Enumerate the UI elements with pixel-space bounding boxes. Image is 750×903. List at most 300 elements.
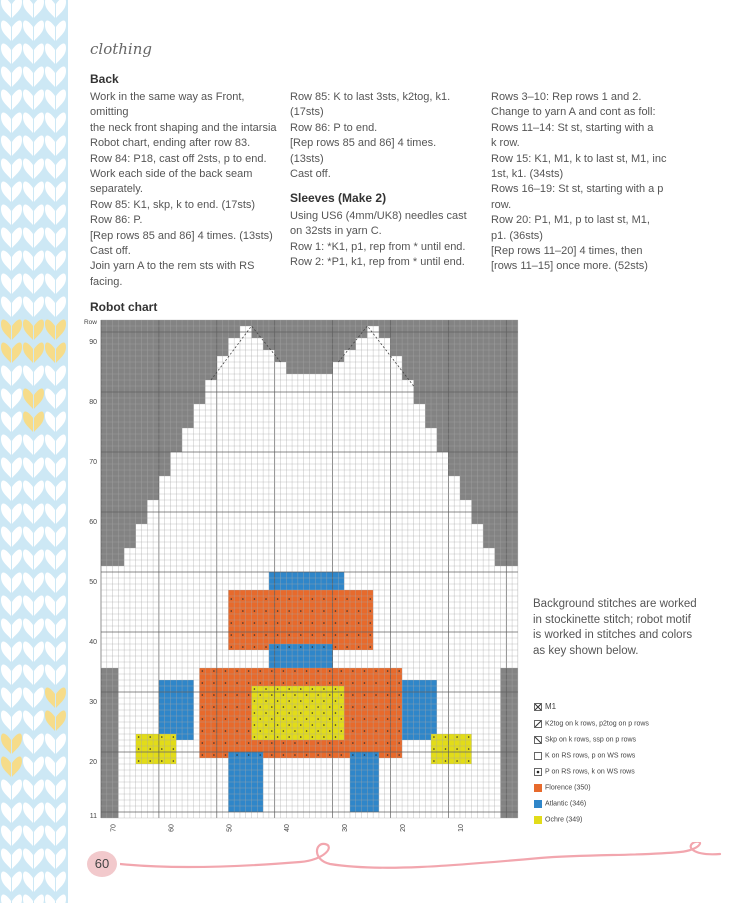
purl-dot xyxy=(202,670,204,672)
purl-dot xyxy=(358,622,360,624)
purl-dot xyxy=(277,688,279,690)
purl-dot xyxy=(254,598,256,600)
purl-dot xyxy=(254,688,256,690)
purl-dot xyxy=(375,718,377,720)
row-tick-label: 30 xyxy=(89,699,97,706)
purl-dot xyxy=(369,622,371,624)
purl-dot xyxy=(317,754,319,756)
purl-dot xyxy=(335,712,337,714)
purl-dot xyxy=(346,634,348,636)
page-number: 60 xyxy=(94,856,110,871)
purl-dot xyxy=(300,610,302,612)
legend-item-florence xyxy=(534,784,591,794)
purl-dot xyxy=(265,646,267,648)
column-tick-label: 60 xyxy=(168,824,176,832)
robot-right-hand xyxy=(431,734,472,764)
purl-dot xyxy=(271,754,273,756)
middle-line: (13sts) xyxy=(290,152,324,165)
purl-dot xyxy=(248,694,250,696)
row-tick-label: 70 xyxy=(89,459,97,466)
purl-dot xyxy=(317,670,319,672)
purl-dot xyxy=(387,754,389,756)
purl-dot xyxy=(335,646,337,648)
purl-dot xyxy=(213,694,215,696)
purl-dot xyxy=(265,736,267,738)
purl-dot xyxy=(369,634,371,636)
purl-dot xyxy=(323,634,325,636)
purl-dot xyxy=(213,730,215,732)
purl-dot xyxy=(202,694,204,696)
purl-dot xyxy=(242,646,244,648)
middle-line: Row 86: P to end. xyxy=(290,121,378,134)
purl-dot xyxy=(173,736,175,738)
back-line: Cast off. xyxy=(90,245,131,258)
right-line: 1st, k1. (34sts) xyxy=(491,168,564,181)
purl-dot xyxy=(225,670,227,672)
purl-dot xyxy=(364,730,366,732)
section-tag: clothing xyxy=(90,40,152,58)
purl-dot xyxy=(346,598,348,600)
purl-dot xyxy=(335,598,337,600)
purl-dot xyxy=(271,670,273,672)
purl-dot xyxy=(225,682,227,684)
m1-symbol-icon xyxy=(534,703,542,711)
purl-dot xyxy=(225,718,227,720)
purl-dot xyxy=(288,646,290,648)
legend-item-ochre xyxy=(534,816,582,826)
purl-dot xyxy=(398,730,400,732)
purl-dot xyxy=(312,622,314,624)
purl-dot xyxy=(259,682,261,684)
purl-dot xyxy=(456,760,458,762)
purl-dot xyxy=(364,718,366,720)
purl-dot xyxy=(202,706,204,708)
robot-left-hand xyxy=(136,734,177,764)
purl-dot xyxy=(283,754,285,756)
back-line: Robot chart, ending after row 83. xyxy=(90,137,251,150)
back-line: Work each side of the back seam xyxy=(90,168,253,181)
purl-dot xyxy=(387,742,389,744)
purl-dot xyxy=(271,730,273,732)
right-line: [rows 11–15] once more. (52sts) xyxy=(491,260,648,273)
right-line: Rows 11–14: St st, starting with a xyxy=(491,121,654,134)
column-tick-label: 30 xyxy=(342,824,350,832)
purl-dot xyxy=(242,598,244,600)
purl-dot xyxy=(236,742,238,744)
purl-dot xyxy=(317,730,319,732)
legend-label: Skp on k rows, ssp on p rows xyxy=(545,736,637,744)
purl-dot xyxy=(306,694,308,696)
knit-symbol-icon xyxy=(534,752,542,760)
middle-line: Using US6 (4mm/UK8) needles cast xyxy=(290,209,467,222)
florence-swatch-icon xyxy=(534,784,542,792)
purl-dot xyxy=(323,736,325,738)
purl-dot xyxy=(202,682,204,684)
purl-dot xyxy=(340,718,342,720)
purl-dot xyxy=(288,598,290,600)
purl-dot xyxy=(202,730,204,732)
right-line: Rows 3–10: Rep rows 1 and 2. xyxy=(491,91,642,103)
purl-dot xyxy=(398,682,400,684)
purl-dot xyxy=(358,598,360,600)
back-instructions xyxy=(90,90,285,290)
purl-dot xyxy=(352,718,354,720)
right-line: Change to yarn A and cont as foll: xyxy=(491,106,656,119)
purl-dot xyxy=(283,682,285,684)
purl-dot xyxy=(306,706,308,708)
purl-dot xyxy=(352,730,354,732)
purl-dot xyxy=(398,718,400,720)
purl-dot xyxy=(294,670,296,672)
purl-dot xyxy=(375,754,377,756)
row-tick-label: 20 xyxy=(89,759,97,766)
purl-dot xyxy=(312,688,314,690)
purl-dot xyxy=(312,700,314,702)
right-line: p1. (36sts) xyxy=(491,229,543,242)
purl-dot xyxy=(340,682,342,684)
atlantic-swatch-icon xyxy=(534,800,542,808)
right-line: Rows 16–19: St st, starting with a p xyxy=(491,183,664,196)
purl-dot xyxy=(225,754,227,756)
purl-dot xyxy=(329,730,331,732)
purl-dot xyxy=(271,682,273,684)
purl-dot xyxy=(254,736,256,738)
middle-line: (17sts) xyxy=(290,106,324,119)
purl-dot xyxy=(277,646,279,648)
purl-dot xyxy=(213,754,215,756)
purl-dot xyxy=(306,718,308,720)
back-heading: Back xyxy=(90,72,119,86)
purl-dot xyxy=(346,610,348,612)
purl-dot xyxy=(283,670,285,672)
purl-dot xyxy=(283,742,285,744)
purl-dot xyxy=(173,760,175,762)
purl-dot xyxy=(277,622,279,624)
purl-dot xyxy=(230,598,232,600)
purl-dot xyxy=(213,718,215,720)
purl-dot xyxy=(230,610,232,612)
purl-dot xyxy=(288,622,290,624)
purl-dot xyxy=(323,688,325,690)
back-line: separately. xyxy=(90,183,143,196)
purl-dot xyxy=(364,754,366,756)
purl-dot xyxy=(323,622,325,624)
purl-dot xyxy=(358,610,360,612)
purl-dot xyxy=(149,748,151,750)
row-tick-label: 40 xyxy=(89,639,97,646)
purl-dot xyxy=(335,622,337,624)
purl-dot xyxy=(242,634,244,636)
purl-dot xyxy=(306,730,308,732)
purl-dot xyxy=(312,646,314,648)
purl-dot xyxy=(271,718,273,720)
purl-dot xyxy=(236,706,238,708)
row-tick-label: 50 xyxy=(89,579,97,586)
purl-dot xyxy=(433,760,435,762)
purl-dot xyxy=(283,730,285,732)
purl-dot xyxy=(369,646,371,648)
purl-dot xyxy=(271,706,273,708)
back-line: Row 84: P18, cast off 2sts, p to end. xyxy=(90,152,267,165)
purl-dot xyxy=(265,700,267,702)
purl-dot xyxy=(248,730,250,732)
purl-dot xyxy=(294,682,296,684)
legend-label: Ochre (349) xyxy=(545,816,583,824)
purl-dot xyxy=(306,682,308,684)
purl-dot xyxy=(335,610,337,612)
row-tick-label: 11 xyxy=(89,813,97,820)
purl-dot xyxy=(138,736,140,738)
legend-item-knit xyxy=(534,752,635,762)
purl-dot xyxy=(248,754,250,756)
purl-dot xyxy=(236,754,238,756)
purl-dot xyxy=(225,706,227,708)
purl-dot xyxy=(468,748,470,750)
purl-dot xyxy=(248,706,250,708)
back-line: facing. xyxy=(90,275,123,288)
middle-line: Cast off. xyxy=(290,168,331,181)
purl-dot xyxy=(317,682,319,684)
purl-dot xyxy=(271,742,273,744)
purl-dot xyxy=(254,712,256,714)
purl-dot xyxy=(340,694,342,696)
right-line: k row. xyxy=(491,137,520,150)
purl-dot xyxy=(335,688,337,690)
purl-dot xyxy=(317,718,319,720)
purl-dot xyxy=(456,736,458,738)
purl-dot xyxy=(323,712,325,714)
purl-dot xyxy=(364,682,366,684)
purl-dot xyxy=(254,700,256,702)
purl-dot xyxy=(306,754,308,756)
legend-label: K on RS rows, p on WS rows xyxy=(545,752,636,760)
middle-line: Row 85: K to last 3sts, k2tog, k1. xyxy=(290,91,451,103)
purl-dot xyxy=(236,718,238,720)
purl-dot xyxy=(329,742,331,744)
purl-dot xyxy=(364,742,366,744)
purl-dot xyxy=(161,760,163,762)
purl-dot xyxy=(329,682,331,684)
purl-dot xyxy=(317,694,319,696)
purl-dot xyxy=(213,706,215,708)
purl-dot xyxy=(323,610,325,612)
right-line: row. xyxy=(491,198,512,211)
purl-dot xyxy=(375,682,377,684)
purl-dot xyxy=(387,706,389,708)
purl-dot xyxy=(294,718,296,720)
purl-dot xyxy=(352,694,354,696)
ochre-swatch-icon xyxy=(534,816,542,824)
purl-dot xyxy=(352,706,354,708)
purl-dot-icon xyxy=(534,768,542,776)
purl-dot xyxy=(173,748,175,750)
purl-dot xyxy=(300,688,302,690)
purl-dot xyxy=(294,754,296,756)
purl-dot xyxy=(340,754,342,756)
purl-dot xyxy=(213,742,215,744)
purl-dot xyxy=(300,598,302,600)
purl-dot xyxy=(375,742,377,744)
purl-dot xyxy=(306,670,308,672)
row-tick-label: 80 xyxy=(89,399,97,406)
purl-dot xyxy=(329,694,331,696)
legend-item-skp xyxy=(534,736,636,746)
middle-instructions xyxy=(290,90,485,270)
purl-dot xyxy=(300,634,302,636)
purl-dot xyxy=(387,694,389,696)
row-axis-label: Row xyxy=(83,319,97,326)
purl-dot xyxy=(288,724,290,726)
legend-item-m1 xyxy=(534,702,556,712)
purl-dot xyxy=(149,736,151,738)
back-line: Join yarn A to the rem sts with RS xyxy=(90,260,255,273)
purl-dot xyxy=(352,670,354,672)
skp-symbol-icon xyxy=(534,736,542,744)
purl-dot xyxy=(288,610,290,612)
purl-dot xyxy=(468,736,470,738)
purl-dot xyxy=(369,610,371,612)
purl-dot xyxy=(242,622,244,624)
chart-note: Background stitches are worked in stockinette stitch; robot motif is worked in stitches and colors as key shown below. xyxy=(533,598,697,657)
purl-dot xyxy=(387,718,389,720)
purl-dot xyxy=(202,742,204,744)
purl-dot xyxy=(300,622,302,624)
purl-dot xyxy=(202,754,204,756)
purl-dot xyxy=(242,610,244,612)
row-tick-label: 90 xyxy=(89,339,97,346)
purl-dot xyxy=(283,706,285,708)
purl-dot xyxy=(317,742,319,744)
purl-dot xyxy=(364,694,366,696)
purl-dot xyxy=(300,712,302,714)
purl-dot xyxy=(288,712,290,714)
purl-dot xyxy=(236,730,238,732)
purl-dot xyxy=(236,682,238,684)
purl-dot xyxy=(265,712,267,714)
purl-dot xyxy=(149,760,151,762)
purl-dot xyxy=(329,706,331,708)
purl-dot xyxy=(346,646,348,648)
purl-dot xyxy=(138,760,140,762)
purl-dot xyxy=(387,730,389,732)
purl-dot xyxy=(265,610,267,612)
purl-dot xyxy=(300,646,302,648)
purl-dot xyxy=(225,742,227,744)
purl-dot xyxy=(202,718,204,720)
purl-dot xyxy=(352,682,354,684)
purl-dot xyxy=(398,694,400,696)
legend-item-purl xyxy=(534,768,635,778)
purl-dot xyxy=(254,634,256,636)
column-tick-label: 50 xyxy=(226,824,234,832)
purl-dot xyxy=(265,688,267,690)
row-tick-label: 60 xyxy=(89,519,97,526)
middle-line: on 32sts in yarn C. xyxy=(290,225,382,238)
purl-dot xyxy=(259,670,261,672)
purl-dot xyxy=(323,700,325,702)
purl-dot xyxy=(312,634,314,636)
purl-dot xyxy=(364,670,366,672)
page-number-badge xyxy=(87,851,117,877)
purl-dot xyxy=(306,742,308,744)
purl-dot xyxy=(433,748,435,750)
purl-dot xyxy=(236,670,238,672)
back-line: Row 86: P. xyxy=(90,214,143,227)
back-line: Row 85: K1, skp, k to end. (17sts) xyxy=(90,198,256,211)
purl-dot xyxy=(213,670,215,672)
purl-dot xyxy=(329,754,331,756)
purl-dot xyxy=(161,748,163,750)
purl-dot xyxy=(300,736,302,738)
middle-line: Row 2: *P1, k1, rep from * until end. xyxy=(290,256,465,269)
purl-dot xyxy=(329,718,331,720)
purl-dot xyxy=(445,748,447,750)
purl-dot xyxy=(340,670,342,672)
ribbon-swirl-decoration xyxy=(120,842,740,882)
purl-dot xyxy=(138,748,140,750)
purl-dot xyxy=(335,736,337,738)
legend-item-k2tog xyxy=(534,720,649,730)
legend-label: Florence (350) xyxy=(545,784,591,792)
purl-dot xyxy=(387,670,389,672)
legend-item-atlantic xyxy=(534,800,586,810)
purl-dot xyxy=(254,622,256,624)
purl-dot xyxy=(468,760,470,762)
purl-dot xyxy=(312,724,314,726)
purl-dot xyxy=(375,730,377,732)
purl-dot xyxy=(283,694,285,696)
legend-label: M1 xyxy=(545,702,557,711)
purl-dot xyxy=(398,706,400,708)
column-tick-label: 40 xyxy=(284,824,292,832)
column-tick-label: 70 xyxy=(110,824,118,832)
purl-dot xyxy=(248,742,250,744)
purl-dot xyxy=(456,748,458,750)
purl-dot xyxy=(259,718,261,720)
purl-dot xyxy=(259,706,261,708)
purl-dot xyxy=(277,610,279,612)
purl-dot xyxy=(294,742,296,744)
middle-line: [Rep rows 85 and 86] 4 times. xyxy=(290,137,437,150)
k2tog-symbol-icon xyxy=(534,720,542,728)
purl-dot xyxy=(213,682,215,684)
purl-dot xyxy=(265,598,267,600)
column-tick-label: 20 xyxy=(399,824,407,832)
right-line: [Rep rows 11–20] 4 times, then xyxy=(491,245,643,258)
purl-dot xyxy=(323,646,325,648)
purl-dot xyxy=(312,610,314,612)
purl-dot xyxy=(323,598,325,600)
middle-line: Row 1: *K1, p1, rep from * until end. xyxy=(290,240,466,253)
purl-dot xyxy=(288,700,290,702)
purl-dot xyxy=(445,736,447,738)
purl-dot xyxy=(277,634,279,636)
purl-dot xyxy=(288,736,290,738)
purl-dot xyxy=(225,694,227,696)
purl-dot xyxy=(259,742,261,744)
purl-dot xyxy=(300,724,302,726)
purl-dot xyxy=(288,688,290,690)
purl-dot xyxy=(271,694,273,696)
purl-dot xyxy=(265,634,267,636)
purl-dot xyxy=(254,646,256,648)
purl-dot xyxy=(277,724,279,726)
purl-dot xyxy=(375,670,377,672)
purl-dot xyxy=(346,622,348,624)
purl-dot xyxy=(445,760,447,762)
purl-dot xyxy=(259,694,261,696)
purl-dot xyxy=(358,634,360,636)
